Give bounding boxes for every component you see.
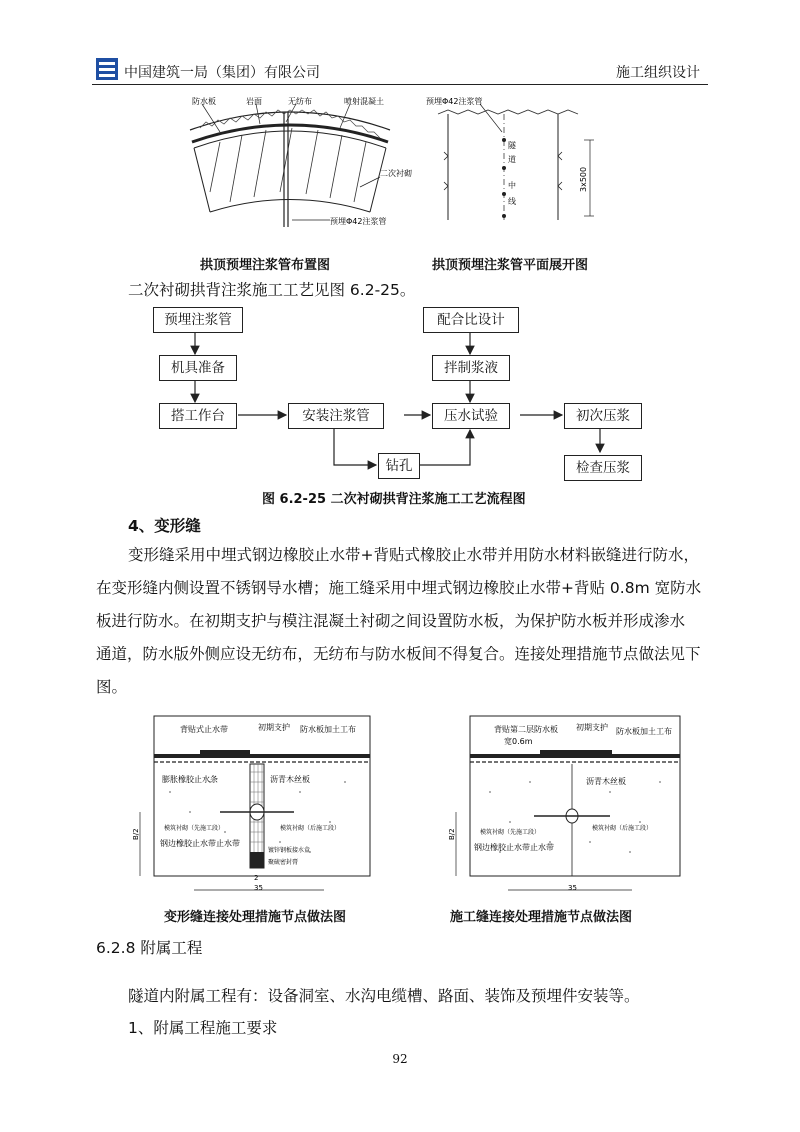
flowchart-caption: 图 6.2-25 二次衬砌拱背注浆施工工艺流程图 — [262, 492, 526, 507]
label-width: 宽0.6m — [504, 737, 533, 746]
company-name: 中国建筑一局（集团）有限公司 — [124, 65, 320, 81]
top-figures — [180, 92, 600, 242]
arch-pipe-layout-drawing — [190, 96, 412, 227]
label-lining: 二次衬砌 — [380, 169, 412, 178]
label-swell: 膨胀橡胶止水条 — [162, 775, 218, 784]
label-centerline-2: 道 — [508, 155, 516, 164]
flow-box-slurry: 拌制浆液 — [432, 355, 510, 381]
label-steel-right: 钢边橡胶止水带止水带 — [474, 843, 554, 852]
intro-line: 二次衬砌拱背注浆施工工艺见图 6.2-25。 — [128, 281, 416, 299]
flow-box-platform: 搭工作台 — [159, 403, 237, 429]
label-asphalt-left: 沥青木丝板 — [270, 775, 310, 784]
section-4-line-1: 变形缝采用中埋式钢边橡胶止水带+背贴式橡胶止水带并用防水材料嵌缝进行防水， — [128, 546, 699, 564]
label-sheet-left: 防水板加土工布 — [300, 725, 356, 734]
flow-box-pipe: 预埋注浆管 — [153, 307, 243, 333]
caption-deformation-joint: 变形缝连接处理措施节点做法图 — [164, 910, 347, 925]
flow-box-machine: 机具准备 — [159, 355, 237, 381]
label-waterproof: 防水板 — [192, 97, 216, 106]
flow-box-install: 安装注浆管 — [288, 403, 384, 429]
deformation-joint-drawing — [132, 716, 370, 892]
label-pipe-right: 预埋Φ42注浆管 — [426, 97, 483, 106]
label-cast-right-1: 模筑衬砌（后施工段） — [280, 825, 341, 832]
label-seal: 聚硫密封膏 — [268, 859, 299, 866]
label-support-right: 初期支护 — [576, 723, 608, 732]
section-4-line-2: 在变形缝内侧设置不锈钢导水槽；施工缝采用中埋式钢边橡胶止水带+背贴 0.8m 宽防水 — [96, 579, 702, 597]
label-cast-right-2: 模筑衬砌（后施工段） — [592, 825, 653, 832]
flow-box-mix: 配合比设计 — [423, 307, 519, 333]
arch-pipe-plan-drawing — [426, 96, 594, 220]
caption-construction-joint: 施工缝连接处理措施节点做法图 — [450, 910, 633, 925]
label-cast-left-2: 模筑衬砌（先施工段） — [480, 829, 541, 836]
label-centerline-1: 隧 — [508, 141, 516, 150]
section-4-heading: 4、变形缝 — [128, 517, 201, 535]
joint-detail-figures — [130, 712, 690, 902]
header-rule — [92, 84, 708, 85]
section-628-line-1: 隧道内附属工程有：设备洞室、水沟电缆槽、路面、装饰及预埋件安装等。 — [128, 987, 640, 1005]
label-steel-left: 钢边橡胶止水带止水带 — [160, 839, 240, 848]
label-centerline-4: 线 — [508, 197, 516, 206]
dim-35-left: 35 — [254, 884, 263, 892]
section-628-heading: 6.2.8 附属工程 — [96, 939, 203, 957]
flow-box-test: 压水试验 — [432, 403, 510, 429]
dim-35-right: 35 — [568, 884, 577, 892]
section-628-line-2: 1、附属工程施工要求 — [128, 1019, 278, 1037]
label-sheet-right: 防水板加土工布 — [616, 727, 672, 736]
dim-b2-right: B/2 — [448, 828, 456, 840]
cscec-logo-icon — [96, 58, 118, 80]
section-4-line-4: 通道，防水版外侧应设无纺布，无纺布与防水板间不得复合。连接处理措施节点做法见下 — [96, 645, 701, 663]
label-shotcrete: 喷射混凝土 — [344, 97, 384, 106]
flow-box-drill: 钻孔 — [378, 453, 420, 479]
caption-arch-plan: 拱顶预埋注浆管平面展开图 — [432, 258, 589, 273]
label-pipe-left: 预埋Φ42注浆管 — [330, 217, 387, 226]
label-surface: 岩面 — [246, 97, 262, 106]
label-waterstop: 背贴式止水带 — [180, 725, 228, 734]
section-4-line-3: 板进行防水。在初期支护与模注混凝土衬砌之间设置防水板，为保护防水板并形成渗水 — [96, 612, 686, 630]
label-back-sheet: 背贴第二层防水板 — [494, 725, 558, 734]
section-4-line-5: 图。 — [96, 678, 128, 696]
label-groove: 镀锌钢板接水盒 — [268, 847, 311, 854]
label-dim-3x500: 3x500 — [579, 166, 588, 192]
label-nonwoven: 无纺布 — [288, 97, 312, 106]
dim-b2-left: B/2 — [132, 828, 140, 840]
construction-joint-drawing — [448, 716, 680, 892]
label-centerline-3: 中 — [508, 181, 516, 190]
flow-box-first: 初次压浆 — [564, 403, 642, 429]
page-number: 92 — [392, 1052, 408, 1066]
caption-arch-layout: 拱顶预埋注浆管布置图 — [200, 258, 331, 273]
label-cast-left-1: 模筑衬砌（先施工段） — [164, 825, 225, 832]
flow-box-check: 检查压浆 — [564, 455, 642, 481]
document-title: 施工组织设计 — [616, 65, 700, 81]
label-support-left: 初期支护 — [258, 723, 290, 732]
dim-2: 2 — [254, 874, 259, 882]
label-asphalt-right: 沥青木丝板 — [586, 777, 626, 786]
